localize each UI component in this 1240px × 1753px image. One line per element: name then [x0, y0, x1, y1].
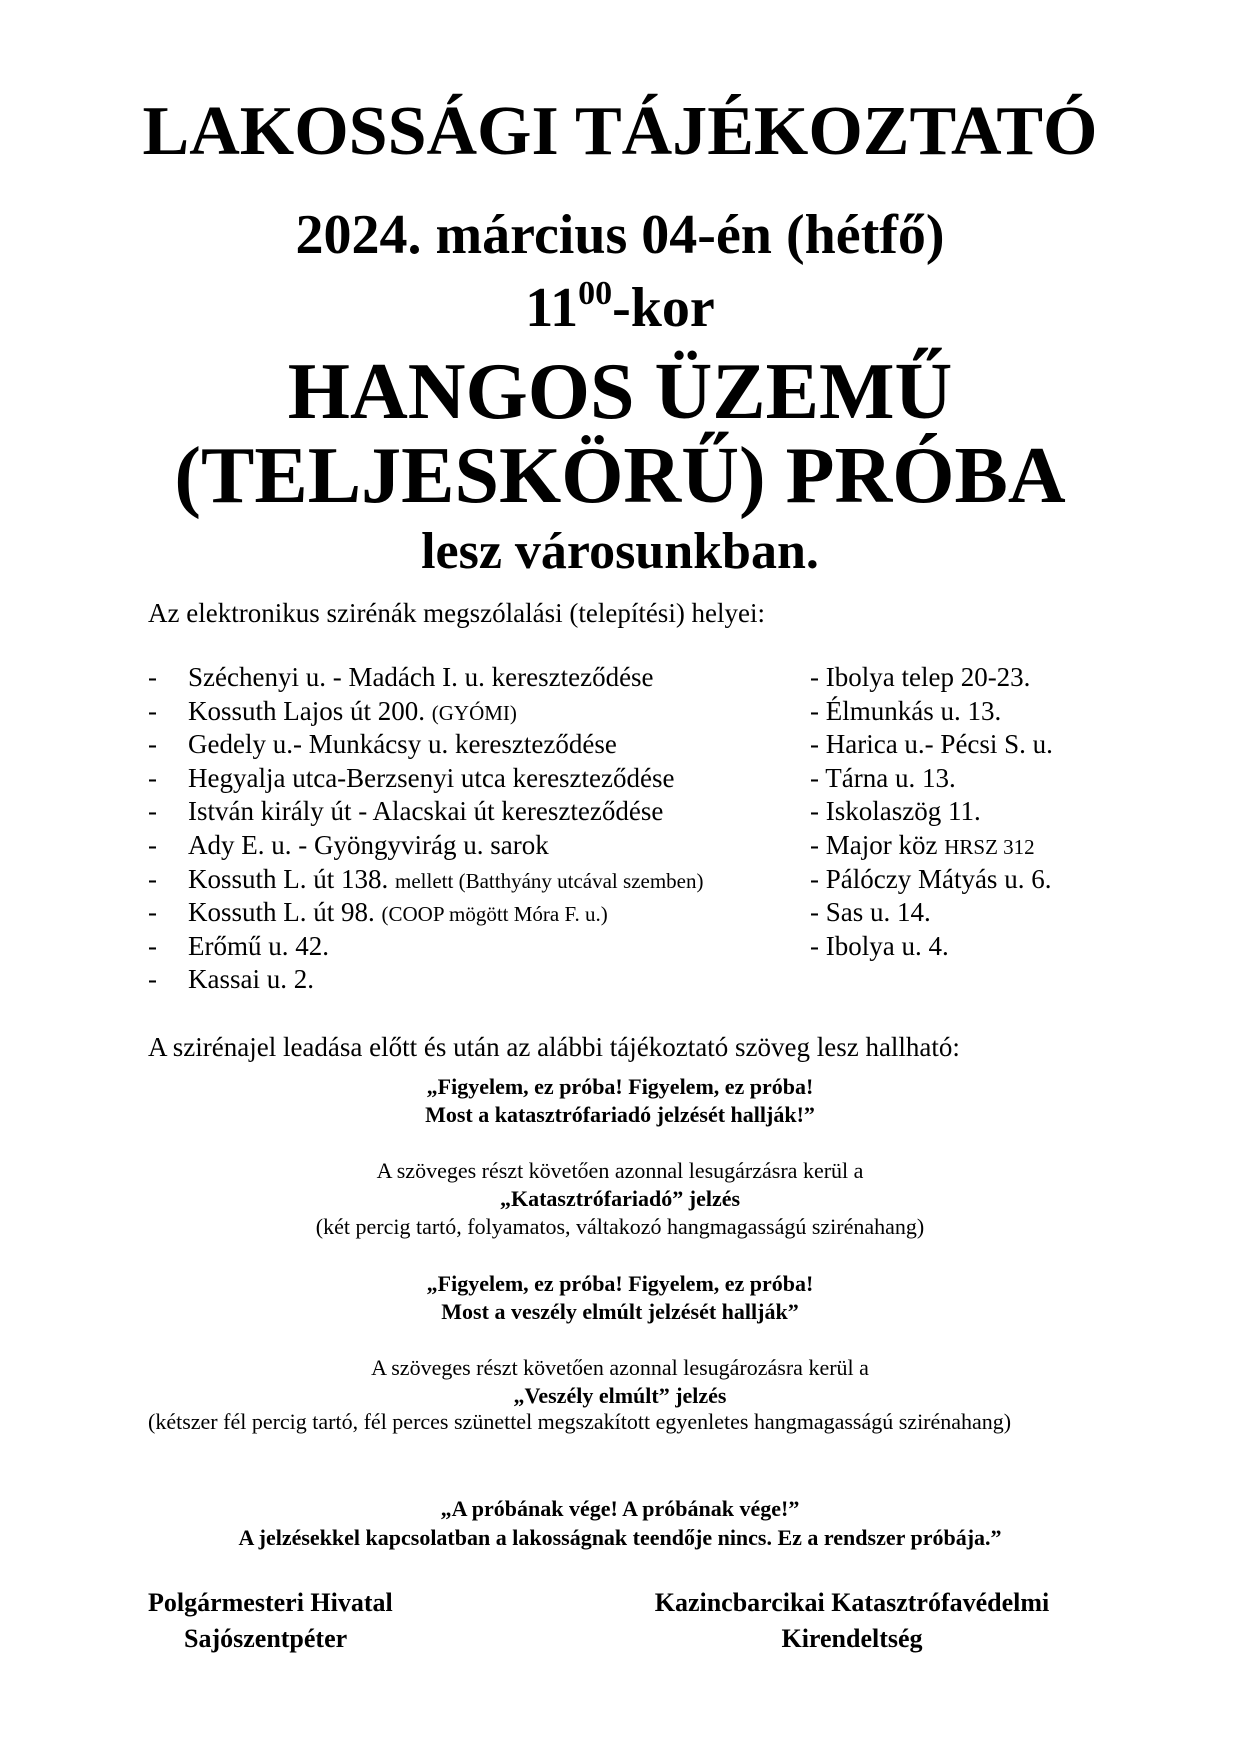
event-date: 2024. március 04-én (hétfő) [295, 204, 945, 266]
list-item [148, 695, 703, 729]
time-suffix: -kor [612, 277, 715, 339]
list-item [148, 829, 703, 863]
location-note: (COOP mögött Móra F. u.) [381, 902, 608, 927]
list-item [810, 896, 1053, 930]
list-dash: - [148, 863, 157, 894]
end-message-line-2: A jelzésekkel kapcsolatban a lakosságnak teendője nincs. Ez a rendszer próbája.” [238, 1525, 1002, 1550]
message-2-line-1: „Figyelem, ez próba! Figyelem, ez próba! [426, 1271, 814, 1296]
signature-right-line-2: Kirendeltség [781, 1624, 923, 1653]
list-item [148, 896, 703, 930]
list-dash: - [148, 662, 157, 692]
signature-right [632, 1585, 1072, 1657]
location-text: - Élmunkás u. 13. [810, 695, 1002, 726]
end-message-line-1: „A próbának vége! A próbának vége!” [440, 1496, 800, 1521]
page-title: LAKOSSÁGI TÁJÉKOZTATÓ [142, 93, 1098, 170]
location-text: Gedely u.- Munkácsy u. kereszteződése [188, 729, 617, 760]
list-item [148, 795, 703, 829]
list-item [810, 661, 1053, 695]
announcement-intro: A szirénajel leadása előtt és után az alábbi tájékoztató szöveg lesz hallható: [148, 1032, 960, 1062]
signal-2-description: (kétszer fél percig tartó, fél perces szünettel megszakított egyenletes hangmagasságú szirénahang) [148, 1409, 1012, 1434]
after-text-2: A szöveges részt követően azonnal lesugározásra kerül a [371, 1355, 869, 1380]
list-item [148, 930, 703, 964]
signature-left-line-2: Sajószentpéter [184, 1624, 348, 1653]
location-text: - Ibolya u. 4. [810, 930, 949, 961]
headline-line-2: (TELJESKÖRŰ) PRÓBA [174, 432, 1066, 520]
list-dash: - [148, 695, 157, 726]
subheadline: lesz városunkban. [421, 523, 819, 580]
list-item [148, 963, 703, 997]
list-item [810, 762, 1053, 796]
list-dash: - [148, 829, 157, 860]
list-dash: - [148, 930, 157, 961]
list-item [148, 661, 703, 695]
list-dash: - [148, 762, 157, 793]
list-item [810, 728, 1053, 762]
location-text: Ady E. u. - Gyöngyvirág u. sarok [188, 829, 549, 860]
location-text: - Ibolya telep 20-23. [810, 662, 1031, 692]
message-1-line-1: „Figyelem, ez próba! Figyelem, ez próba! [426, 1074, 814, 1099]
locations-list-right [810, 661, 1053, 963]
location-text: István király út - Alacskai út kereszteződése [188, 796, 664, 827]
location-text: Kassai u. 2. [188, 964, 314, 995]
list-item [810, 829, 1053, 863]
location-text: Széchenyi u. - Madách I. u. kereszteződése [188, 662, 654, 692]
locations-intro: Az elektronikus szirénák megszólalási (telepítési) helyei: [148, 598, 766, 628]
list-item [148, 728, 703, 762]
message-2-line-2: Most a veszély elmúlt jelzését hallják” [441, 1299, 799, 1324]
location-note: (GYÓMI) [431, 700, 517, 725]
location-text: Hegyalja utca-Berzsenyi utca kereszteződése [188, 762, 675, 793]
list-item [148, 762, 703, 796]
list-item [810, 795, 1053, 829]
list-dash: - [148, 729, 157, 760]
list-item [810, 930, 1053, 964]
location-text: - Major köz [810, 829, 945, 860]
signal-1-description: (két percig tartó, folyamatos, váltakozó hangmagasságú szirénahang) [315, 1214, 925, 1239]
after-text-1: A szöveges részt követően azonnal lesugárzásra kerül a [376, 1158, 864, 1183]
location-text: Erőmű u. 42. [188, 930, 329, 961]
message-1-line-2: Most a katasztrófariadó jelzését hallják!” [425, 1102, 815, 1127]
location-text: - Tárna u. 13. [810, 762, 956, 793]
location-text: Kossuth L. út 98. [188, 897, 382, 928]
location-text: - Sas u. 14. [810, 897, 931, 928]
list-dash: - [148, 796, 157, 827]
time-hour: 11 [525, 277, 579, 339]
signature-left-line-1: Polgármesteri Hivatal [148, 1588, 393, 1617]
location-note: HRSZ 312 [944, 834, 1035, 859]
time-minutes: 00 [578, 275, 613, 312]
locations-list-left [148, 661, 703, 997]
list-item [810, 695, 1053, 729]
list-dash: - [148, 897, 157, 928]
location-text: Kossuth L. út 138. [188, 863, 396, 894]
headline-line-1: HANGOS ÜZEMŰ [287, 348, 953, 436]
location-note: mellett (Batthyány utcával szemben) [395, 868, 704, 893]
location-text: - Pálóczy Mátyás u. 6. [810, 863, 1052, 894]
list-item [148, 863, 703, 897]
list-item [810, 863, 1053, 897]
location-text: - Iskolaszög 11. [810, 796, 981, 827]
signature-right-line-1: Kazincbarcikai Katasztrófavédelmi [654, 1588, 1050, 1617]
event-time [0, 276, 1240, 340]
signature-left [148, 1585, 393, 1657]
location-text: - Harica u.- Pécsi S. u. [810, 729, 1053, 760]
signal-1-name: „Katasztrófariadó” jelzés [499, 1186, 741, 1211]
location-text: Kossuth Lajos út 200. [188, 695, 432, 726]
list-dash: - [148, 964, 157, 995]
signal-2-name: „Veszély elmúlt” jelzés [513, 1383, 727, 1408]
